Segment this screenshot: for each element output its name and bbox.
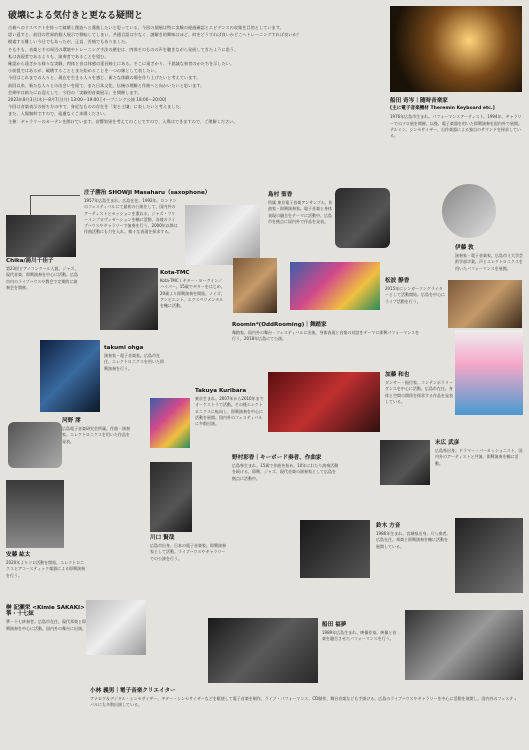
colorful-photo — [290, 262, 380, 310]
profile-name: Roomin*(OddRooming)｜舞踏家 — [232, 322, 327, 328]
profile-name: 末広 武彦 — [435, 440, 460, 446]
profile-name: Chika/湯川千佳子 — [6, 258, 54, 264]
profile-kuribara — [195, 388, 265, 427]
suzuki-photo — [455, 518, 523, 593]
connector-line — [30, 195, 31, 215]
connector-line — [30, 195, 80, 196]
profile-bio: 箏・十七絃奏者。広島市在住。現代邦楽と即興演奏を中心に活動。国内外の舞台に出演。 — [6, 619, 86, 631]
profile-sakaki — [6, 605, 86, 632]
profile-bio: 1986年生まれ。宮城県出身。尺八奏者。広島在住。邦楽と即興演奏を軸に活動を展開している。 — [376, 531, 451, 549]
profile-bio: 2020年よりソロ活動を開始。エレクトロニクスとアコースティック楽器による即興演奏を行う。 — [6, 560, 86, 578]
intro-line: 小前提ではあるが、破壊することとまた始めることを一つの線として表したい。 — [8, 68, 159, 74]
profile-name: 船田 奇岑｜随時音楽家 — [390, 98, 448, 104]
ensemble-photo — [405, 610, 523, 680]
ito-photo — [440, 182, 498, 240]
profile-bio: 第23回ピアノコンクール入賞。ジャズ、現代音楽、即興演奏を中心に活動。広島市内のライブハウスや教会で定期的に演奏会を開催。 — [6, 266, 79, 290]
profile-bio: Kota-TMC / ギター・ヨーグイン／ハイパー。15歳でギターをはじめ、20歳より即興演奏を開始。ノイズ、アンビエント、エクスペリメンタルを軸に活動。 — [160, 278, 225, 309]
intro-line: 主催：ギャラリーのカーテンを開けています。音響効果を考えてのことですので、入場はできますので、ご理解ください。 — [8, 118, 238, 124]
profile-bio: 所属 東京電子音楽アンサンブル。作曲家・即興演奏家。電子音楽と身体表現の融合をテーマに活動中。広島市を拠点に国内外で作品を発表。 — [268, 200, 333, 224]
profile-name: 野村彩香｜キーボード奏者、作曲家 — [232, 455, 322, 461]
dog-photo — [185, 205, 260, 265]
profile-matsunami — [385, 278, 445, 305]
artwork-photo — [233, 258, 277, 313]
intro-line: 模索する難しい今日でもあったが、正直、苦痛でもありました。 — [8, 39, 130, 45]
profile-ando — [6, 552, 86, 579]
intro-line: 2023年8月3日(木)〜8月7日(月) 13:00〜19:00 [オープニング公演 18:00〜20:00] — [8, 97, 167, 103]
profile-name: 鈴木 方音 — [376, 523, 401, 529]
matsunami-photo — [448, 280, 522, 328]
chika-photo — [6, 215, 76, 257]
intro-line: そもそも、音楽とその周辺の環境やトレーニング手法の歴史は、肉体そのものの声を聴きながら発展してきたように思う。 — [8, 46, 239, 52]
profile-bio: ダンサー・振付家。コンテンポラリーダンスを中心に活動。広島市在住。身体と空間の関係を探求する作品を発表している。 — [385, 380, 453, 404]
profile-shimamura — [268, 192, 333, 225]
profile-funada2 — [322, 622, 400, 643]
intro-line: 会期中は新たにお迎えして、今回の「実験的音楽展示」を開催します。 — [8, 89, 142, 95]
ando-photo — [6, 480, 64, 548]
profile-bio: 1989年広島生まれ。映像作家。映像と音楽を融合させたパフォーマンスを行う。 — [322, 630, 397, 642]
profile-name: 伊藤 敦 — [455, 245, 474, 251]
profile-bio: 1976年広島市生まれ。パフォーマンスアーティスト。1994年、ギャラリーでのソロ展を開催。以後、電子楽器を用いた即興演奏を国内外で展開。テルミン、シンセサイザー、自作楽器による独自のサウンドを探求している。 — [390, 114, 522, 139]
profile-bio: 1957年広島生まれ。広島在住。1992年、ロンドンのフェスティバルにて最初の公演をして、国内外のアーティストとセッションを重ねる。ジャズ・フリーインプロヴィゼーションを軸に活動、各地のライブハウスやギャラリーで演奏を行う。2000年以降は作曲活動にも力を入れ、様々な表現を探求する。 — [84, 198, 178, 235]
roomin-photo — [455, 330, 523, 415]
kota-photo — [100, 268, 158, 330]
profile-funada — [390, 98, 522, 139]
intro-line: 前回以来、新たな人々との出会いを経て、また日本文化、伝統の理解と作曲へと向かいたいと思います。 — [8, 82, 205, 88]
sakaki-photo — [86, 600, 146, 655]
page-title: 破壊による気付きと更なる疑問と — [8, 11, 144, 21]
profile-name: 小林 義男｜電子音楽クリエイター — [90, 688, 176, 694]
stage-photo — [390, 6, 522, 92]
profile-name: 松波 静香 — [385, 278, 410, 284]
profile-kawaguchi — [150, 535, 228, 562]
profile-kota — [160, 270, 225, 309]
profile-ito — [455, 245, 523, 272]
profile-bio: アナログ＆デジタル・シンセサイザー、ギター・シンセサイザーなどを駆使して電子音楽を制作。ライブ・パフォーマンス、CD制作、舞台音楽なども手掛ける。広島のライブハウスやギャラリーを中心に活動を展開し、国内外のフェスティバルにも多数出演している。 — [90, 696, 517, 707]
intro-line: 確認から遠ざかる様々な実験、肉体と音は体感の延長線上にある。そこに遠ざかり、不思議な奏者のかたちを示したい。 — [8, 61, 235, 67]
profile-kobayashi — [90, 688, 520, 708]
profile-name: 船田 福夢 — [322, 622, 347, 628]
nomura-photo — [300, 520, 370, 578]
profile-kawano — [62, 418, 130, 445]
takumi-photo — [40, 340, 100, 412]
profile-name: 安藤 紘太 — [6, 552, 31, 558]
profile-name: 榊 記瀬栄 <Kimie SAKAKI> 箏・十七絃 — [6, 605, 85, 618]
profile-bio: 広島電子音楽研究会所属。作曲・演奏家。エレクトロニクスを用いた作品を発表。 — [62, 426, 130, 444]
profile-name: takumi ohga — [104, 345, 144, 351]
profile-bio: 演奏家・電子音楽家。広島市立大学芸術学部卒業。声とエレクトロニクスを用いたパフォーマンスを展開。 — [455, 253, 523, 271]
intro-line: 古典へのリスペクトを持って破壊し創造へと邁進したいと思っている。今回の個展は特に実験の経過確認とエビデンスの収集を目的としています。 — [8, 25, 284, 30]
profile-bio: 東京生まれ。2007年から2010年までオーケストラで活動。その後エレクトロニクスに転向し、即興演奏を中心に活動を展開。国内外のフェスティバルに多数出演。 — [195, 396, 264, 427]
kuribara-art — [150, 398, 190, 448]
profile-kato — [385, 372, 455, 405]
profile-roomin — [232, 322, 422, 343]
profile-bio: 広島県出身。ドラマー・パーカッショニスト。国内外のアーティストと共演。即興演奏を軸に活動。 — [435, 448, 523, 466]
intro-text — [8, 24, 368, 125]
profile-bio: 広島県生まれ。15歳で作曲を始め、10年にわたり演奏活動を続ける。即興、ジャズ、現代音楽の演奏家として広島を拠点に活動中。 — [232, 463, 339, 481]
profile-bio: 舞踏家。国内外の舞台・フェスティバルに出演。身体表現と音楽の対話をテーマに即興パフォーマンスを行う。2018年広島にて公演。 — [232, 330, 420, 342]
profile-suekoshi — [435, 440, 523, 467]
kawaguchi-photo — [150, 462, 192, 532]
profile-takumi — [104, 345, 164, 372]
profile-name: Kota-TMC — [160, 270, 190, 276]
profile-bio: 2015年にシンガーソングライターとして活動開始。広島を中心にライブ活動を行う。 — [385, 286, 445, 304]
profile-name: 河野 澪 — [62, 418, 81, 424]
profile-name: 川口 賢哉 — [150, 535, 175, 541]
intro-line: 思い返すと、前回の世界的個人展示で移転してしまい、共通言語は少なく、謎解き的興味はほど、何をどうすれば良いかどこへトレーニングすれば良いか？ — [8, 32, 301, 38]
intro-line: また、入場無料ですので、遠慮なくご来場ください。 — [8, 111, 109, 117]
profile-name: Takuya Kuribara — [195, 388, 247, 394]
profile-bio: 演奏家・電子音楽家。広島市在住。エレクトロニクスを用いた即興演奏を行う。 — [104, 353, 164, 371]
profile-bio: 広島市出身。日本の電子音楽家。即興演奏家として活動。ライブハウスやギャラリーでの公演を行う。 — [150, 543, 226, 561]
shimamura-photo — [335, 188, 390, 248]
profile-suzuki — [376, 523, 451, 550]
intro-line: 私は表現者であるよりも、演奏者であることを望む。 — [8, 53, 109, 59]
intro-line: 今回はこれまでの人々と、現在を生きる人々を感じ、新たな体験の場を作り上げたいと考えています。 — [8, 75, 201, 81]
kato-photo — [380, 440, 430, 485]
funada2-photo — [208, 618, 318, 683]
profile-name: 島村 聖香 — [268, 192, 293, 198]
intro-line: 今回は音楽表示の持ち方の中で、身近なものの存在を「実と土壌」に表したいと考えました。 — [8, 104, 184, 110]
profile-name: 庄子勝治 SHOWJI Masaharu（saxophone） — [84, 190, 211, 196]
profile-chika — [6, 258, 81, 291]
profile-nomura — [232, 455, 340, 482]
performance-photo — [268, 372, 380, 432]
kawano-photo — [6, 420, 64, 470]
profile-subtitle: [主に電子音楽機材 Theremin Keyboard etc.] — [390, 106, 495, 112]
profile-name: 加藤 和也 — [385, 372, 410, 378]
